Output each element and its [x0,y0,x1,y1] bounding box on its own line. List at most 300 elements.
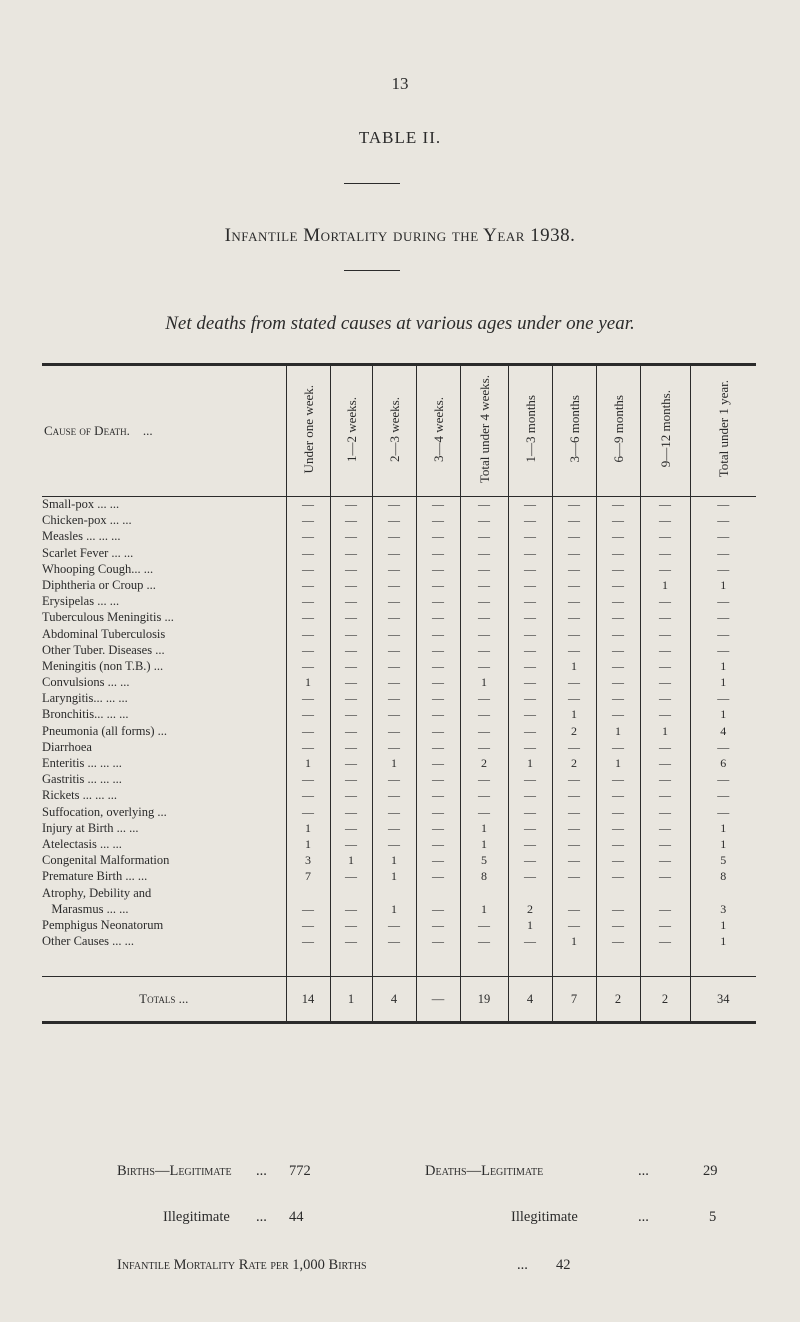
dots: ... [638,1209,649,1225]
table-cell: — [286,497,330,514]
table-cell: — [286,707,330,723]
total-cell: 1 [330,977,372,1023]
table-cell: — [286,934,330,950]
table-cell: — [552,805,596,821]
cause-label: Pneumonia (all forms) ... [42,723,167,738]
table-cell: 1 [460,837,508,853]
table-cell: 1 [330,853,372,869]
table-cell: — [330,918,372,934]
table-cell: — [460,578,508,594]
table-cell: — [372,772,416,788]
table-cell: — [330,578,372,594]
table-cell: — [640,805,690,821]
table-cell: — [372,934,416,950]
table-row [42,788,756,804]
table-cell: — [596,869,640,885]
table-cell: 8 [460,869,508,885]
births-illegitimate-value: 44 [289,1209,304,1225]
table-cell: — [640,788,690,804]
table-cell: — [552,497,596,514]
table-cell: — [460,772,508,788]
table-row [42,497,756,514]
table-cell: — [552,594,596,610]
table-row [42,546,756,562]
cause-label: Premature Birth ... ... [42,869,148,884]
cause-label: Laryngitis... ... ... [42,691,128,706]
spacer-cell [416,950,460,977]
table-cell: — [372,821,416,837]
table-cell: 6 [690,756,756,772]
cause-label: Atrophy, Debility and [42,885,152,900]
table-cell: 1 [372,869,416,885]
table-cell: — [596,594,640,610]
table-cell: — [552,869,596,885]
table-cell: — [508,724,552,740]
column-header: Under one week. [286,365,330,497]
table-cell: — [416,675,460,691]
cause-label: Injury at Birth ... ... [42,820,139,835]
table-cell: 1 [596,756,640,772]
table-cell: — [286,918,330,934]
table-cell: — [460,546,508,562]
table-cell: — [416,805,460,821]
cause-label: Bronchitis... ... ... [42,707,129,722]
table-cell: — [416,934,460,950]
total-cell: 4 [372,977,416,1023]
table-cell: — [640,853,690,869]
table-cell: — [640,902,690,918]
table-cell: — [690,513,756,529]
table-title: TABLE II. [358,128,442,147]
births-illegitimate-label: Illegitimate [163,1209,230,1225]
table-cell: — [286,902,330,918]
table-cell: 1 [286,756,330,772]
table-cell: 1 [460,821,508,837]
total-cell: 14 [286,977,330,1023]
totals-row [42,977,756,1023]
table-cell: — [330,772,372,788]
table-cell: — [596,821,640,837]
table-cell: — [552,675,596,691]
table-cell: — [330,837,372,853]
table-cell: — [286,724,330,740]
table-cell: 5 [690,853,756,869]
table-cell: — [460,918,508,934]
table-cell [690,886,756,902]
table-cell: — [460,707,508,723]
spacer-cell [460,950,508,977]
table-cell: — [416,724,460,740]
table-cell: — [416,659,460,675]
table-cell: — [596,740,640,756]
table-cell: — [640,821,690,837]
table-cell: — [330,821,372,837]
table-cell: 1 [460,675,508,691]
table-cell: — [508,869,552,885]
table-cell: — [596,546,640,562]
table-cell: — [640,594,690,610]
spacer-cell [690,950,756,977]
table-cell: — [330,902,372,918]
table-cell: — [416,643,460,659]
table-cell: — [416,497,460,514]
table-cell: 1 [690,918,756,934]
table-cell [508,886,552,902]
table-cell: 1 [460,902,508,918]
table-cell: 3 [286,853,330,869]
total-cell: 34 [690,977,756,1023]
table-cell: — [372,610,416,626]
dots: ... [256,1163,267,1179]
table-cell: — [286,562,330,578]
table-cell: — [330,610,372,626]
table-cell: — [508,513,552,529]
table-row [42,627,756,643]
table-body [42,497,756,977]
spacer-cell [286,950,330,977]
table-cell: — [416,756,460,772]
table-cell: — [640,546,690,562]
table-cell: — [416,837,460,853]
table-cell: — [596,691,640,707]
table-cell: — [640,610,690,626]
table-cell: — [508,675,552,691]
table-cell: — [372,691,416,707]
table-cell: — [596,853,640,869]
table-cell: 1 [596,724,640,740]
spacer-cell [508,950,552,977]
table-cell: — [508,707,552,723]
table-cell: — [286,772,330,788]
table-cell: 2 [460,756,508,772]
table-row [42,756,756,772]
table-cell: — [330,562,372,578]
column-header: 9—12 months. [640,365,690,497]
table-cell: — [640,627,690,643]
table-cell [286,886,330,902]
cause-label: Abdominal Tuberculosis [42,626,166,641]
total-cell: 2 [596,977,640,1023]
table-cell: — [690,805,756,821]
table-cell: 1 [690,578,756,594]
table-cell: — [372,529,416,545]
table-cell: — [640,675,690,691]
table-row [42,707,756,723]
table-cell: 8 [690,869,756,885]
table-cell: — [460,691,508,707]
table-cell: — [460,529,508,545]
cause-column-header: Cause of Death. ... [42,365,286,497]
table-cell: — [416,627,460,643]
column-header: 1—2 weeks. [330,365,372,497]
table-cell: 1 [372,853,416,869]
cause-label: Pemphigus Neonatorum [42,917,164,932]
table-cell: — [372,788,416,804]
table-cell: — [372,918,416,934]
cause-label: Enteritis ... ... ... [42,756,122,770]
table-cell: 1 [286,821,330,837]
table-cell: — [460,610,508,626]
table-row [42,918,756,934]
table-cell: 1 [690,675,756,691]
table-cell: — [552,691,596,707]
table-row [42,805,756,821]
cause-label: Marasmus ... ... [42,901,129,916]
table-cell: — [330,497,372,514]
table-cell: — [640,918,690,934]
total-cell: 7 [552,977,596,1023]
table-cell: 2 [552,724,596,740]
table-cell: — [552,529,596,545]
table-cell: — [286,594,330,610]
table-cell: — [640,691,690,707]
table-cell: — [330,788,372,804]
table-cell: — [596,788,640,804]
table-cell: — [372,837,416,853]
table-cell: 2 [508,902,552,918]
table-cell: — [416,578,460,594]
table-cell: — [690,610,756,626]
table-cell: — [690,772,756,788]
table-row [42,513,756,529]
table-cell: — [330,756,372,772]
dots: ... [638,1163,649,1179]
table-cell: — [640,756,690,772]
table-cell: — [596,627,640,643]
table-cell: — [596,805,640,821]
table-cell: — [286,546,330,562]
table-cell: 1 [690,659,756,675]
table-cell: — [330,869,372,885]
table-cell: — [372,627,416,643]
table-cell: — [330,546,372,562]
table-cell: — [372,578,416,594]
table-cell: 1 [372,902,416,918]
dots: ... [256,1209,267,1225]
table-cell [416,886,460,902]
table-cell: — [416,610,460,626]
table-cell: — [416,513,460,529]
table-cell: — [460,724,508,740]
table-cell: 4 [690,724,756,740]
table-cell: — [508,610,552,626]
table-cell: — [596,610,640,626]
table-cell [640,886,690,902]
deaths-illegitimate-value: 5 [709,1209,717,1225]
table-cell: 5 [460,853,508,869]
table-row [42,934,756,950]
total-cell: 4 [508,977,552,1023]
table-cell: — [596,918,640,934]
table-cell: — [416,902,460,918]
table-cell: — [596,837,640,853]
table-cell: — [416,740,460,756]
table-cell: — [690,529,756,545]
table-row [42,659,756,675]
table-cell: 1 [286,837,330,853]
table-cell: — [372,675,416,691]
table-cell: — [640,497,690,514]
table-cell: — [596,707,640,723]
table-cell: — [508,529,552,545]
table-cell: — [372,740,416,756]
table-cell: — [460,788,508,804]
table-cell: — [690,594,756,610]
table-cell: — [330,513,372,529]
table-cell: — [508,740,552,756]
column-header: 1—3 months [508,365,552,497]
table-cell: — [596,772,640,788]
table-cell: — [552,578,596,594]
table-cell: — [508,627,552,643]
table-cell: 1 [552,659,596,675]
table-cell: — [552,853,596,869]
table-cell: 1 [286,675,330,691]
births-legitimate-label: Births—Legitimate [117,1163,232,1179]
table-cell: 1 [552,934,596,950]
table-cell: — [330,529,372,545]
table-cell [552,886,596,902]
table-cell: — [416,772,460,788]
table-cell: — [640,562,690,578]
table-cell: — [640,934,690,950]
spacer-cell [596,950,640,977]
divider-rule [344,270,400,271]
table-cell [372,886,416,902]
table-cell: — [416,869,460,885]
table-cell: — [596,934,640,950]
main-title: Infantile Mortality during the Year 1938. [224,225,576,246]
table-cell: — [460,934,508,950]
mortality-rate-label: Infantile Mortality Rate per 1,000 Births [117,1257,367,1273]
table-cell: — [640,707,690,723]
table-cell: — [596,902,640,918]
cause-label: Rickets ... ... ... [42,788,117,803]
table-row [42,853,756,869]
table-cell: — [416,529,460,545]
table-cell: — [460,659,508,675]
table-cell: — [690,691,756,707]
table-row [42,529,756,545]
table-cell: — [552,610,596,626]
table-cell: — [286,578,330,594]
table-cell: — [508,837,552,853]
table-cell: — [460,594,508,610]
deaths-legitimate-label: Deaths—Legitimate [425,1163,544,1179]
table-cell: — [508,562,552,578]
table-cell: — [596,643,640,659]
table-cell: — [330,934,372,950]
table-cell: — [372,707,416,723]
deaths-illegitimate-label: Illegitimate [511,1209,578,1225]
table-cell: 1 [690,707,756,723]
table-cell: — [508,497,552,514]
table-cell: — [508,578,552,594]
table-cell: — [508,659,552,675]
table-cell: — [508,934,552,950]
table-cell: — [552,772,596,788]
table-cell: — [372,643,416,659]
table-cell: — [640,513,690,529]
table-cell: 1 [640,578,690,594]
table-cell: — [596,562,640,578]
table-cell: — [330,707,372,723]
subtitle: Net deaths from stated causes at various ages under one year. [165,313,635,334]
table-cell: — [372,724,416,740]
totals-label: Totals ... [42,977,286,1023]
table-cell: — [508,821,552,837]
table-cell: — [286,659,330,675]
table-row [42,772,756,788]
total-cell: 19 [460,977,508,1023]
table-row [42,886,756,902]
table-cell: — [552,837,596,853]
table-cell: — [460,627,508,643]
table-cell: — [640,529,690,545]
table-cell: — [330,691,372,707]
table-cell: — [596,513,640,529]
table-cell: — [508,853,552,869]
table-cell: — [596,529,640,545]
spacer-cell [330,950,372,977]
page-number: 13 [391,74,409,93]
table-cell: — [596,659,640,675]
table-cell: — [416,691,460,707]
table-cell: — [416,853,460,869]
table-cell: — [596,497,640,514]
table-row [42,675,756,691]
table-cell: — [640,772,690,788]
table-cell: — [690,740,756,756]
cause-label: Whooping Cough... ... [42,561,154,576]
spacer-cell [552,950,596,977]
table-cell: — [330,643,372,659]
table-cell: — [460,562,508,578]
table-cell: — [330,675,372,691]
table-cell: — [460,643,508,659]
table-cell: — [508,691,552,707]
table-cell: — [286,529,330,545]
table-cell: — [552,643,596,659]
table-row [42,610,756,626]
table-cell [596,886,640,902]
table-cell: — [460,740,508,756]
cause-label: Meningitis (non T.B.) ... [42,658,164,673]
spacer-cell [372,950,416,977]
table-cell: — [640,869,690,885]
table-cell: — [460,497,508,514]
spacer-cell [42,950,286,977]
table-cell: — [552,821,596,837]
column-header: Total under 1 year. [690,365,756,497]
cause-label: Diarrhoea [42,739,92,754]
table-cell: 1 [508,918,552,934]
table-cell: — [416,821,460,837]
table-cell: 1 [372,756,416,772]
table-cell: 1 [640,724,690,740]
table-cell: — [330,805,372,821]
cause-label: Other Causes ... ... [42,934,134,949]
table-cell: — [460,513,508,529]
table-cell: — [286,610,330,626]
table-cell: — [416,594,460,610]
table-row [42,740,756,756]
table-cell: — [508,546,552,562]
cause-label: Atelectasis ... ... [42,836,122,851]
table-cell: — [640,740,690,756]
mortality-rate-value: 42 [556,1257,571,1273]
cause-label: Other Tuber. Diseases ... [42,642,165,657]
